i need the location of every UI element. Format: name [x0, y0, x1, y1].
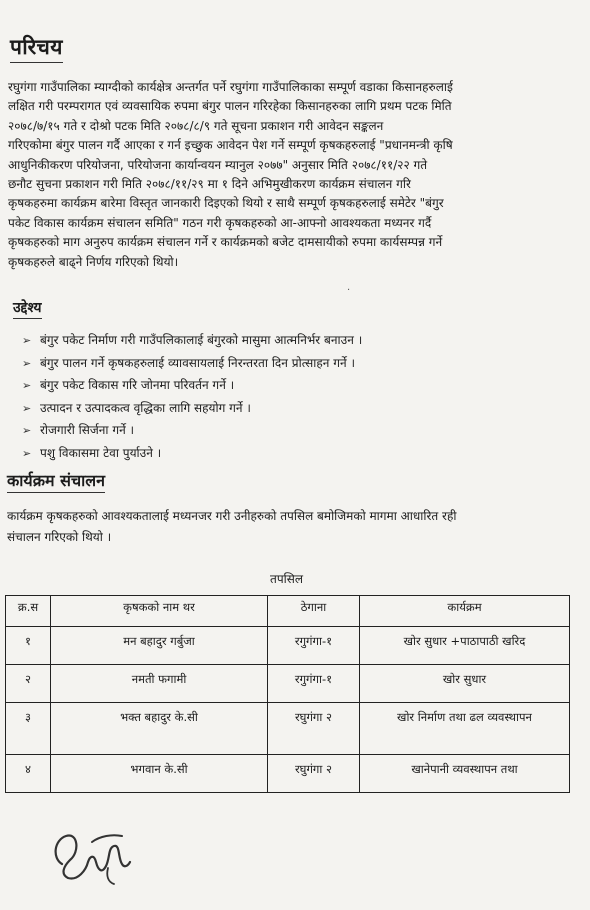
handwritten-signature-icon — [48, 818, 138, 888]
cell-program: खोर सुधार +पाठापाठी खरिद — [360, 627, 570, 665]
intro-line: कृषकहरुको माग अनुरुप कार्यक्रम संचालन गर्ने र कार्यक्रमको बजेट दामसायीको रुपमा कार्यसम्पन्न गर्ने — [8, 235, 443, 250]
header-name: कृषकको नाम थर — [51, 596, 268, 627]
intro-line: लक्षित गरी परम्परागत एवं व्यवसायिक रुपमा बंगुर पालन गरिरहेका किसानहरुका लागि प्रथम पटक मिति — [8, 99, 452, 114]
header-sn: क्र.स — [6, 596, 51, 627]
cell-name: मन बहादुर गर्बुजा — [51, 627, 268, 665]
cell-sn: ४ — [6, 755, 51, 793]
arrow-bullet-icon: ➢ — [22, 446, 32, 460]
program-paragraph — [7, 506, 567, 548]
cell-address: रगुगंगा-१ — [268, 627, 360, 665]
table-row — [6, 627, 570, 665]
arrow-bullet-icon: ➢ — [22, 334, 32, 347]
intro-line: पकेट विकास कार्यक्रम संचालन समिति" गठन गरी कृषकहरुको आ-आफ्नो आवश्यकता मध्यनर गर्दै — [8, 215, 432, 230]
objective-text: रोजगारी सिर्जना गर्ने । — [40, 423, 135, 437]
header-address: ठेगाना — [268, 596, 360, 627]
list-item — [22, 375, 472, 398]
list-item — [22, 330, 472, 353]
cell-name: भक्त बहादुर के.सी — [51, 703, 268, 755]
cell-program: खानेपानी व्यवस्थापन तथा — [360, 755, 570, 793]
list-item — [22, 420, 472, 443]
cell-sn: १ — [6, 627, 51, 665]
cell-address: रघुगंगा २ — [268, 703, 360, 755]
cell-name: नमती फगामी — [51, 665, 268, 703]
intro-heading: परिचय — [10, 33, 63, 63]
intro-line: छनौट सुचना प्रकाशन गरी मिति २०७८/११/२९ मा १ दिने अभिमुखीकरण कार्यक्रम संचालन गरि — [8, 177, 411, 192]
stray-mark: · — [347, 285, 351, 296]
intro-line: आधुनिकीकरण परियोजना, परियोजना कार्यान्वयन म्यानुल २०७७" अनुसार मिति २०७८/११/२२ गते — [8, 157, 428, 172]
cell-program: खोर निर्माण तथा ढल व्यवस्थापन — [360, 703, 570, 755]
arrow-bullet-icon: ➢ — [22, 356, 32, 370]
cell-name: भगवान के.सी — [51, 755, 268, 793]
farmer-table — [5, 595, 570, 793]
objective-text: बंगुर पालन गर्ने कृषकहरुलाई व्यावसायलाई निरन्तरता दिन प्रोत्साहन गर्ने । — [40, 355, 355, 370]
program-line: संचालन गरिएको थियो । — [7, 530, 112, 544]
objective-text: उत्पादन र उत्पादकत्व वृद्धिका लागि सहयोग गर्ने । — [40, 400, 251, 415]
objective-text: बंगुर पकेट विकास गरि जोनमा परिवर्तन गर्ने । — [40, 378, 235, 392]
objective-text: पशु विकासमा टेवा पुर्याउने । — [40, 445, 162, 460]
table-row — [6, 755, 570, 793]
objectives-heading: उद्देश्य — [13, 298, 42, 319]
arrow-bullet-icon: ➢ — [22, 401, 32, 415]
intro-line: कृषकहरुले बाढ्ने निर्णय गरिएको थियो। — [8, 254, 179, 269]
table-caption: तपसिल — [270, 572, 304, 586]
table-row — [6, 703, 570, 755]
program-heading: कार्यक्रम संचालन — [7, 469, 105, 493]
arrow-bullet-icon: ➢ — [22, 424, 32, 437]
intro-line: रघुगंगा गाउँपालिका म्याग्दीको कार्यक्षेत्र अन्तर्गत पर्ने रघुगंगा गाउँपालिकाका सम्पूर्ण वडाका किसानहरुलाई — [8, 80, 453, 94]
header-program: कार्यक्रम — [360, 596, 570, 627]
list-item — [22, 353, 472, 376]
cell-program: खोर सुधार — [360, 665, 570, 703]
table-header-row — [6, 596, 570, 627]
objectives-list — [22, 330, 472, 465]
intro-line: गरिएकोमा बंगुर पालन गर्दै आएका र गर्न इच्छुक आवेदन पेश गर्ने सम्पूर्ण कृषकहरुलाई "प्रधानमन्त्री कृषि — [8, 138, 453, 153]
cell-sn: ३ — [6, 703, 51, 755]
arrow-bullet-icon: ➢ — [22, 379, 32, 392]
intro-line: कृषकहरुमा कार्यक्रम बारेमा विस्तृत जानकारी दिइएको थियो र साथै सम्पूर्ण कृषकहरुलाई समेटेर "बंगुर — [8, 196, 444, 211]
list-item — [22, 443, 472, 466]
cell-address: रगुगंगा-१ — [268, 665, 360, 703]
intro-line: २०७८/७/१५ गते र दोश्रो पटक मिति २०७८/८/९ गते सूचना प्रकाशन गरी आवेदन सङ्कलन — [8, 118, 384, 133]
cell-address: रघुगंगा २ — [268, 755, 360, 793]
list-item — [22, 398, 472, 421]
intro-paragraph — [8, 78, 578, 272]
objective-text: बंगुर पकेट निर्माण गरी गाउँपलिकालाई बंगुरको मासुमा आत्मनिर्भर बनाउन । — [40, 333, 363, 347]
table-row — [6, 665, 570, 703]
cell-sn: २ — [6, 665, 51, 703]
program-line: कार्यक्रम कृषकहरुको आवश्यकतालाई मध्यनजर गरी उनीहरुको तपसिल बमोजिमको मागमा आधारित रही — [7, 509, 457, 523]
